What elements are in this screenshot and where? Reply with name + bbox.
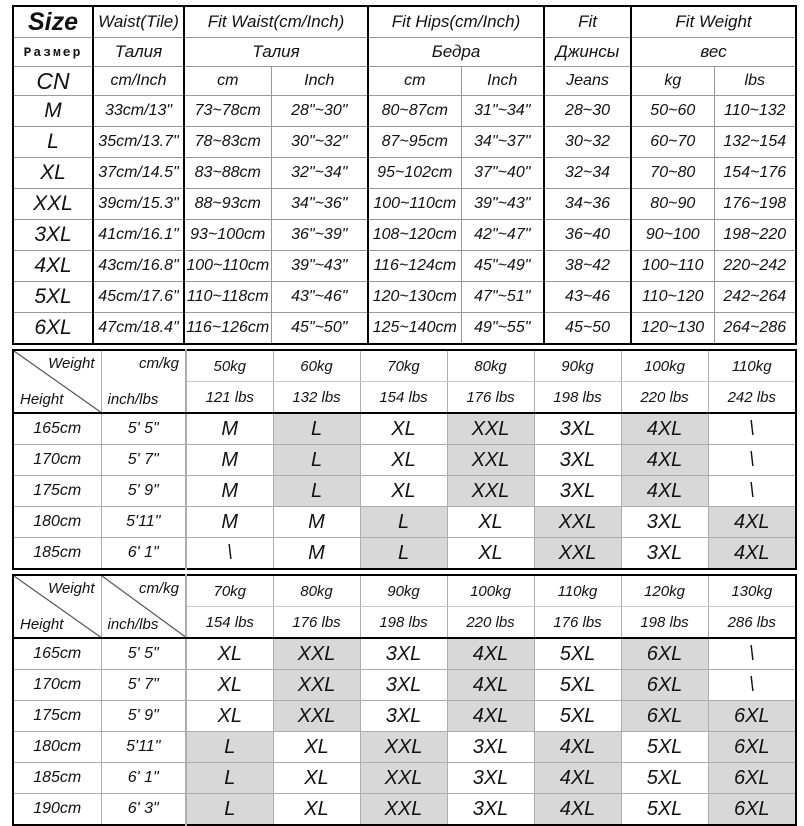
size-label: 3XL — [13, 220, 93, 251]
recommended-size: XL — [360, 445, 447, 476]
cell-fit-hips-inch: 45"~49" — [461, 251, 544, 282]
cell-kg: 50~60 — [631, 96, 714, 127]
header-dzhinsy: Джинсы — [544, 38, 631, 67]
table-row — [13, 794, 796, 826]
recommended-size: 4XL — [447, 638, 534, 670]
cell-lbs: 198~220 — [714, 220, 796, 251]
weight-kg-header: 100kg — [447, 575, 534, 607]
cell-waist: 47cm/18.4" — [93, 313, 184, 345]
recommended-size: XL — [273, 794, 360, 826]
height-ft: 6' 1" — [101, 763, 186, 794]
table-row — [13, 763, 796, 794]
table-row — [13, 445, 796, 476]
recommended-size: 3XL — [447, 763, 534, 794]
recommended-size: 3XL — [360, 670, 447, 701]
recommended-size: XXL — [447, 445, 534, 476]
cell-fit-hips-inch: 47"~51" — [461, 282, 544, 313]
cell-fit-waist-cm: 110~118cm — [184, 282, 271, 313]
recommended-size: XXL — [447, 476, 534, 507]
recommended-size: M — [273, 538, 360, 570]
recommended-size: 3XL — [621, 507, 708, 538]
header-fw-cm: cm — [184, 67, 271, 96]
recommended-size: XL — [186, 701, 273, 732]
header-lbs: lbs — [714, 67, 796, 96]
recommended-size: XL — [273, 732, 360, 763]
recommended-size: L — [360, 507, 447, 538]
weight-lbs-header: 220 lbs — [621, 382, 708, 414]
cell-jeans: 28~30 — [544, 96, 631, 127]
header-cm-inch: cm/Inch — [93, 67, 184, 96]
units-metric-label: cm/kg — [138, 355, 179, 372]
recommended-size: 6XL — [708, 701, 796, 732]
corner-cell — [13, 350, 101, 413]
height-ft: 5' 7" — [101, 445, 186, 476]
size-label: XL — [13, 158, 93, 189]
recommended-size: 3XL — [534, 413, 621, 445]
size-label: M — [13, 96, 93, 127]
recommended-size: 6XL — [708, 732, 796, 763]
corner-cell — [13, 575, 101, 638]
height-weight-table-1 — [12, 349, 797, 570]
weight-lbs-header: 121 lbs — [186, 382, 273, 414]
recommended-size: M — [186, 476, 273, 507]
cell-jeans: 34~36 — [544, 189, 631, 220]
recommended-size: XL — [186, 670, 273, 701]
cell-fit-hips-cm: 120~130cm — [368, 282, 461, 313]
table-row — [13, 701, 796, 732]
recommended-size: 3XL — [621, 538, 708, 570]
cell-fit-hips-cm: 100~110cm — [368, 189, 461, 220]
cell-fit-hips-cm: 80~87cm — [368, 96, 461, 127]
recommended-size: M — [186, 507, 273, 538]
height-axis-label: Height — [20, 616, 64, 633]
recommended-size: XL — [186, 638, 273, 670]
recommended-size: 5XL — [621, 794, 708, 826]
cell-waist: 35cm/13.7" — [93, 127, 184, 158]
recommended-size: 6XL — [708, 763, 796, 794]
height-ft: 5'11" — [101, 732, 186, 763]
size-label: 4XL — [13, 251, 93, 282]
cell-fit-waist-cm: 83~88cm — [184, 158, 271, 189]
recommended-size: M — [186, 445, 273, 476]
recommended-size: XL — [273, 763, 360, 794]
weight-lbs-header: 154 lbs — [360, 382, 447, 414]
recommended-size: 4XL — [534, 794, 621, 826]
weight-kg-header: 90kg — [360, 575, 447, 607]
table-row — [13, 413, 796, 445]
recommended-size: 4XL — [447, 701, 534, 732]
cell-fit-hips-cm: 95~102cm — [368, 158, 461, 189]
header-bedra: Бедра — [368, 38, 544, 67]
table-row — [13, 67, 796, 96]
recommended-size: L — [360, 538, 447, 570]
table-row — [13, 670, 796, 701]
table-row — [13, 251, 796, 282]
recommended-size: XXL — [534, 507, 621, 538]
recommended-size: XXL — [273, 638, 360, 670]
cell-fit-hips-inch: 49"~55" — [461, 313, 544, 345]
recommended-size: 4XL — [708, 538, 796, 570]
size-label: 6XL — [13, 313, 93, 345]
cell-lbs: 154~176 — [714, 158, 796, 189]
cell-fit-hips-cm: 125~140cm — [368, 313, 461, 345]
weight-kg-header: 120kg — [621, 575, 708, 607]
cell-fit-hips-cm: 108~120cm — [368, 220, 461, 251]
recommended-size: M — [273, 507, 360, 538]
recommended-size: M — [186, 413, 273, 445]
recommended-size: XXL — [447, 413, 534, 445]
cell-kg: 80~90 — [631, 189, 714, 220]
weight-kg-header: 60kg — [273, 350, 360, 382]
cell-kg: 110~120 — [631, 282, 714, 313]
header-cn: CN — [13, 67, 93, 96]
cell-waist: 41cm/16.1" — [93, 220, 184, 251]
height-cm: 175cm — [13, 701, 101, 732]
cell-waist: 43cm/16.8" — [93, 251, 184, 282]
cell-kg: 120~130 — [631, 313, 714, 345]
header-waist-tile: Waist(Tile) — [93, 6, 184, 38]
weight-kg-header: 110kg — [534, 575, 621, 607]
height-ft: 6' 1" — [101, 538, 186, 570]
cell-jeans: 30~32 — [544, 127, 631, 158]
header-size: Size — [13, 6, 93, 38]
recommended-size: XXL — [273, 701, 360, 732]
weight-lbs-header: 176 lbs — [447, 382, 534, 414]
cell-fit-hips-inch: 39"~43" — [461, 189, 544, 220]
height-axis-label: Height — [20, 391, 64, 408]
weight-axis-label: Weight — [48, 580, 95, 597]
cell-kg: 70~80 — [631, 158, 714, 189]
header-jeans: Jeans — [544, 67, 631, 96]
cell-lbs: 132~154 — [714, 127, 796, 158]
recommended-size: XXL — [360, 794, 447, 826]
cell-fit-waist-inch: 43"~46" — [271, 282, 368, 313]
height-ft: 5'11" — [101, 507, 186, 538]
table-row — [13, 313, 796, 345]
header-fit: Fit — [544, 6, 631, 38]
height-cm: 165cm — [13, 413, 101, 445]
weight-lbs-header: 154 lbs — [186, 607, 273, 639]
recommended-size: 5XL — [534, 638, 621, 670]
weight-kg-header: 70kg — [186, 575, 273, 607]
cell-kg: 100~110 — [631, 251, 714, 282]
height-ft: 5' 9" — [101, 476, 186, 507]
header-fit-weight: Fit Weight — [631, 6, 796, 38]
cell-jeans: 38~42 — [544, 251, 631, 282]
table-row — [13, 189, 796, 220]
recommended-size: 5XL — [534, 701, 621, 732]
units-imperial-label: inch/lbs — [107, 391, 159, 408]
weight-kg-header: 70kg — [360, 350, 447, 382]
units-metric-label: cm/kg — [138, 580, 179, 597]
header-ves: вес — [631, 38, 796, 67]
table-row — [13, 158, 796, 189]
recommended-size: 5XL — [621, 763, 708, 794]
cell-fit-waist-cm: 116~126cm — [184, 313, 271, 345]
recommended-size: 4XL — [534, 732, 621, 763]
table-row — [13, 220, 796, 251]
cell-fit-waist-inch: 30"~32" — [271, 127, 368, 158]
cell-fit-waist-cm: 88~93cm — [184, 189, 271, 220]
header-fh-cm: cm — [368, 67, 461, 96]
cell-kg: 60~70 — [631, 127, 714, 158]
cell-fit-waist-cm: 73~78cm — [184, 96, 271, 127]
recommended-size: \ — [186, 538, 273, 570]
table-row — [13, 638, 796, 670]
height-ft: 6' 3" — [101, 794, 186, 826]
table-row — [13, 732, 796, 763]
recommended-size: 3XL — [534, 445, 621, 476]
cell-waist: 39cm/15.3" — [93, 189, 184, 220]
cell-lbs: 176~198 — [714, 189, 796, 220]
recommended-size: 4XL — [708, 507, 796, 538]
cell-fit-waist-cm: 93~100cm — [184, 220, 271, 251]
recommended-size: \ — [708, 476, 796, 507]
size-label: XXL — [13, 189, 93, 220]
header-taliya-2: Талия — [184, 38, 368, 67]
cell-fit-hips-inch: 37"~40" — [461, 158, 544, 189]
cell-waist: 37cm/14.5" — [93, 158, 184, 189]
recommended-size: 3XL — [360, 638, 447, 670]
recommended-size: 4XL — [621, 476, 708, 507]
units-cell — [101, 575, 186, 638]
cell-lbs: 110~132 — [714, 96, 796, 127]
height-cm: 190cm — [13, 794, 101, 826]
size-conversion-table — [12, 5, 797, 345]
height-cm: 165cm — [13, 638, 101, 670]
size-label: L — [13, 127, 93, 158]
weight-kg-header: 100kg — [621, 350, 708, 382]
recommended-size: 4XL — [447, 670, 534, 701]
table-row — [13, 476, 796, 507]
recommended-size: L — [273, 476, 360, 507]
height-cm: 185cm — [13, 538, 101, 570]
cell-fit-hips-inch: 31"~34" — [461, 96, 544, 127]
recommended-size: XXL — [360, 763, 447, 794]
weight-lbs-header: 132 lbs — [273, 382, 360, 414]
weight-kg-header: 80kg — [447, 350, 534, 382]
header-fh-inch: Inch — [461, 67, 544, 96]
height-weight-table-2 — [12, 574, 797, 826]
cell-waist: 45cm/17.6" — [93, 282, 184, 313]
recommended-size: L — [186, 763, 273, 794]
header-taliya-1: Талия — [93, 38, 184, 67]
recommended-size: L — [273, 413, 360, 445]
table-row — [13, 350, 796, 382]
table-row — [13, 575, 796, 607]
recommended-size: 3XL — [447, 732, 534, 763]
recommended-size: 6XL — [708, 794, 796, 826]
cell-fit-waist-inch: 32"~34" — [271, 158, 368, 189]
height-cm: 175cm — [13, 476, 101, 507]
recommended-size: 3XL — [360, 701, 447, 732]
size-label: 5XL — [13, 282, 93, 313]
recommended-size: XL — [447, 507, 534, 538]
height-cm: 185cm — [13, 763, 101, 794]
cell-jeans: 36~40 — [544, 220, 631, 251]
cell-fit-hips-inch: 34"~37" — [461, 127, 544, 158]
cell-fit-hips-cm: 116~124cm — [368, 251, 461, 282]
table-row — [13, 538, 796, 570]
weight-lbs-header: 220 lbs — [447, 607, 534, 639]
recommended-size: 4XL — [534, 763, 621, 794]
cell-fit-waist-cm: 78~83cm — [184, 127, 271, 158]
recommended-size: \ — [708, 638, 796, 670]
recommended-size: \ — [708, 413, 796, 445]
cell-jeans: 45~50 — [544, 313, 631, 345]
recommended-size: XXL — [360, 732, 447, 763]
header-fit-waist: Fit Waist(cm/Inch) — [184, 6, 368, 38]
recommended-size: XL — [360, 476, 447, 507]
recommended-size: \ — [708, 670, 796, 701]
recommended-size: 6XL — [621, 638, 708, 670]
weight-lbs-header: 242 lbs — [708, 382, 796, 414]
units-cell — [101, 350, 186, 413]
cell-jeans: 43~46 — [544, 282, 631, 313]
weight-lbs-header: 286 lbs — [708, 607, 796, 639]
weight-kg-header: 130kg — [708, 575, 796, 607]
recommended-size: 3XL — [447, 794, 534, 826]
weight-lbs-header: 176 lbs — [534, 607, 621, 639]
table-row — [13, 507, 796, 538]
recommended-size: L — [186, 794, 273, 826]
cell-lbs: 220~242 — [714, 251, 796, 282]
cell-jeans: 32~34 — [544, 158, 631, 189]
cell-fit-waist-cm: 100~110cm — [184, 251, 271, 282]
recommended-size: 6XL — [621, 701, 708, 732]
recommended-size: 4XL — [621, 445, 708, 476]
header-fw-inch: Inch — [271, 67, 368, 96]
recommended-size: 6XL — [621, 670, 708, 701]
height-cm: 180cm — [13, 732, 101, 763]
recommended-size: \ — [708, 445, 796, 476]
height-cm: 170cm — [13, 445, 101, 476]
cell-fit-hips-cm: 87~95cm — [368, 127, 461, 158]
recommended-size: 5XL — [534, 670, 621, 701]
height-ft: 5' 7" — [101, 670, 186, 701]
height-ft: 5' 5" — [101, 413, 186, 445]
units-imperial-label: inch/lbs — [107, 616, 159, 633]
cell-fit-waist-inch: 39"~43" — [271, 251, 368, 282]
height-ft: 5' 9" — [101, 701, 186, 732]
weight-kg-header: 90kg — [534, 350, 621, 382]
cell-fit-waist-inch: 36"~39" — [271, 220, 368, 251]
weight-axis-label: Weight — [48, 355, 95, 372]
header-fit-hips: Fit Hips(cm/Inch) — [368, 6, 544, 38]
weight-lbs-header: 198 lbs — [621, 607, 708, 639]
recommended-size: L — [186, 732, 273, 763]
recommended-size: 3XL — [534, 476, 621, 507]
table-row — [13, 127, 796, 158]
weight-lbs-header: 198 lbs — [360, 607, 447, 639]
weight-kg-header: 50kg — [186, 350, 273, 382]
recommended-size: XXL — [273, 670, 360, 701]
weight-kg-header: 80kg — [273, 575, 360, 607]
cell-fit-hips-inch: 42"~47" — [461, 220, 544, 251]
weight-lbs-header: 198 lbs — [534, 382, 621, 414]
table-row — [13, 38, 796, 67]
height-cm: 180cm — [13, 507, 101, 538]
table-row — [13, 6, 796, 38]
cell-lbs: 264~286 — [714, 313, 796, 345]
header-kg: kg — [631, 67, 714, 96]
recommended-size: XL — [360, 413, 447, 445]
recommended-size: 5XL — [621, 732, 708, 763]
cell-kg: 90~100 — [631, 220, 714, 251]
table-row — [13, 282, 796, 313]
cell-fit-waist-inch: 45"~50" — [271, 313, 368, 345]
height-ft: 5' 5" — [101, 638, 186, 670]
cell-lbs: 242~264 — [714, 282, 796, 313]
height-cm: 170cm — [13, 670, 101, 701]
recommended-size: L — [273, 445, 360, 476]
weight-kg-header: 110kg — [708, 350, 796, 382]
weight-lbs-header: 176 lbs — [273, 607, 360, 639]
header-razmer: Размер — [13, 38, 93, 67]
recommended-size: 4XL — [621, 413, 708, 445]
cell-waist: 33cm/13" — [93, 96, 184, 127]
cell-fit-waist-inch: 28"~30" — [271, 96, 368, 127]
recommended-size: XXL — [534, 538, 621, 570]
cell-fit-waist-inch: 34"~36" — [271, 189, 368, 220]
table-row — [13, 96, 796, 127]
recommended-size: XL — [447, 538, 534, 570]
